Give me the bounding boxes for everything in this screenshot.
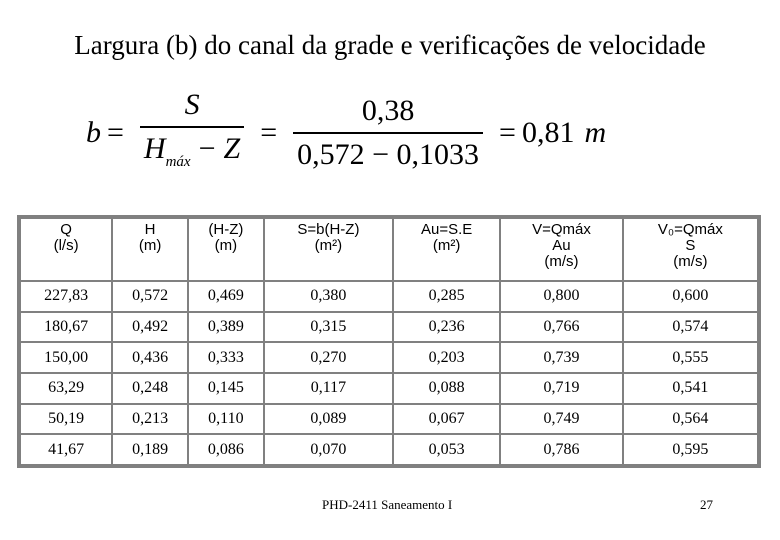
table-cell: 0,749 (501, 405, 622, 434)
table-row (21, 405, 757, 434)
table-cell: 150,00 (21, 343, 111, 372)
table-cell: 0,766 (501, 313, 622, 342)
table-cell: 0,333 (189, 343, 263, 372)
table-cell: 0,088 (394, 374, 499, 403)
header-au: Au=S.E (m²) (394, 219, 499, 280)
fraction-1-denominator (140, 126, 244, 179)
table-cell: 0,595 (624, 435, 757, 464)
table-cell: 0,541 (624, 374, 757, 403)
table-row (21, 343, 757, 372)
table-cell: 63,29 (21, 374, 111, 403)
table-cell: 0,436 (113, 343, 187, 372)
table-cell: 50,19 (21, 405, 111, 434)
table-cell: 0,086 (189, 435, 263, 464)
table-cell: 0,492 (113, 313, 187, 342)
table-cell: 0,564 (624, 405, 757, 434)
table-cell: 0,469 (189, 282, 263, 311)
table-header-row (21, 219, 757, 280)
formula-equals-2: = (260, 116, 278, 149)
fraction-1-den-h: H (143, 131, 166, 165)
table-cell: 0,203 (394, 343, 499, 372)
fraction-1-den-z: Z (223, 131, 241, 165)
table-cell: 0,786 (501, 435, 622, 464)
table-row (21, 313, 757, 342)
table-cell: 0,117 (265, 374, 392, 403)
fraction-1-numerator: S (184, 87, 200, 121)
table-cell: 0,315 (265, 313, 392, 342)
header-v0: V₀=Qmáx S (m/s) (624, 219, 757, 280)
table-cell: 0,213 (113, 405, 187, 434)
table-row (21, 374, 757, 403)
table-cell: 0,739 (501, 343, 622, 372)
table-cell: 0,089 (265, 405, 392, 434)
table-cell: 0,053 (394, 435, 499, 464)
header-h: H (m) (113, 219, 187, 280)
formula-equals-1: = (107, 116, 124, 149)
table-cell: 0,285 (394, 282, 499, 311)
fraction-2-numerator: 0,38 (361, 94, 415, 127)
header-v: V=Qmáx Au (m/s) (501, 219, 622, 280)
table-cell: 0,270 (265, 343, 392, 372)
formula-unit: m (584, 116, 607, 149)
width-formula (86, 88, 606, 178)
table-cell: 180,67 (21, 313, 111, 342)
table-cell: 0,555 (624, 343, 757, 372)
page-number: 27 (700, 497, 713, 512)
fraction-2-denominator: 0,572 − 0,1033 (293, 132, 483, 172)
velocity-table (19, 217, 759, 466)
table-cell: 0,070 (265, 435, 392, 464)
table-cell: 0,236 (394, 313, 499, 342)
formula-fraction-2 (293, 94, 483, 172)
table-cell: 0,572 (113, 282, 187, 311)
velocity-table-frame (17, 215, 761, 468)
table-row (21, 282, 757, 311)
table-cell: 0,248 (113, 374, 187, 403)
table-cell: 0,110 (189, 405, 263, 434)
table-cell: 41,67 (21, 435, 111, 464)
footer-course-label: PHD-2411 Saneamento I (322, 497, 453, 512)
header-q: Q (l/s) (21, 219, 111, 280)
table-row (21, 435, 757, 464)
table-cell: 0,574 (624, 313, 757, 342)
header-h-z: (H-Z) (m) (189, 219, 263, 280)
table-cell: 0,600 (624, 282, 757, 311)
table-cell: 0,719 (501, 374, 622, 403)
formula-fraction-1 (140, 88, 244, 179)
formula-equals-3: = (499, 116, 516, 149)
table-cell: 0,067 (394, 405, 499, 434)
formula-result: 0,81 (521, 116, 575, 149)
table-cell: 0,800 (501, 282, 622, 311)
fraction-1-den-sub: máx (165, 153, 191, 170)
table-cell: 227,83 (21, 282, 111, 311)
formula-lhs: b (86, 116, 101, 149)
table-cell: 0,389 (189, 313, 263, 342)
table-cell: 0,145 (189, 374, 263, 403)
header-s: S=b(H-Z) (m²) (265, 219, 392, 280)
fraction-1-den-minus: − (198, 131, 216, 165)
table-cell: 0,189 (113, 435, 187, 464)
slide-title: Largura (b) do canal da grade e verificações de velocidade (74, 30, 706, 60)
table-cell: 0,380 (265, 282, 392, 311)
